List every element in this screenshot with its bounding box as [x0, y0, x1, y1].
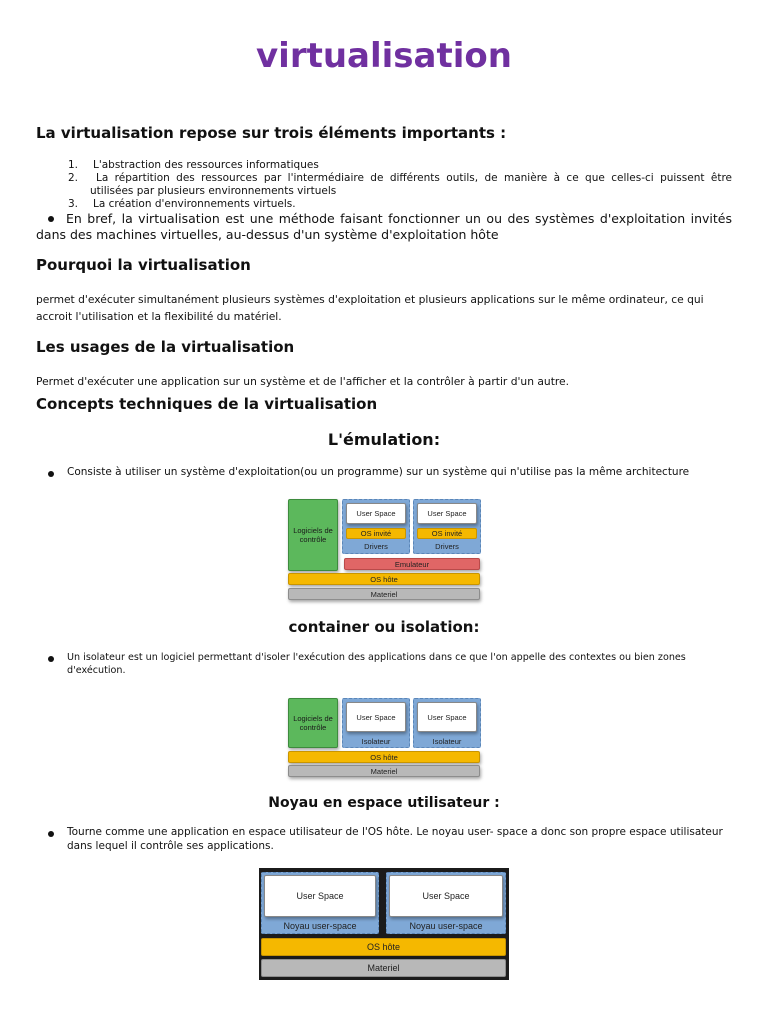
isolator-frame: Isolateur: [342, 698, 410, 748]
noyau-text: Tourne comme une application en espace utilisateur de l'OS hôte. Le noyau user- space a donc son propre espace utilisateur dans lequel il contrôle ses applications.: [67, 826, 723, 852]
hardware-block: Materiel: [288, 765, 480, 777]
usages-text: Permet d'exécuter une application sur un système et de l'afficher et la contrôler à partir d'un autre.: [36, 375, 570, 388]
guest-os-block: OS invité: [417, 528, 477, 539]
list-number: 3.: [68, 198, 79, 210]
host-os-block: OS hôte: [288, 751, 480, 763]
list-item: La répartition des ressources par l'intermédiaire de différents outils, de manière à ce que celles-ci puissent être: [96, 172, 732, 184]
summary-text: En bref, la virtualisation est une méthode faisant fonctionner un ou des systèmes d'exploitation invités dans des machines virtuelles, au-dessus d'un système d'exploitation hôte: [36, 211, 732, 242]
container-heading: container ou isolation:: [288, 618, 480, 636]
bullet-icon: [48, 831, 54, 837]
list-item: L'abstraction des ressources informatiques: [93, 159, 319, 171]
list-item: La création d'environnements virtuels.: [93, 198, 296, 210]
usages-heading: Les usages de la virtualisation: [36, 338, 295, 356]
host-os-block: OS hôte: [261, 938, 506, 956]
isolator-frame: Isolateur: [413, 698, 481, 748]
pourquoi-heading: Pourquoi la virtualisation: [36, 256, 251, 274]
hardware-block: Materiel: [261, 959, 506, 977]
emulation-text: Consiste à utiliser un système d'exploitation(ou un programme) sur un système qui n'utilise pas la même architecture: [67, 466, 690, 478]
drivers-label: Drivers: [364, 542, 388, 551]
list-number: 1.: [68, 159, 79, 171]
host-os-block: OS hôte: [288, 573, 480, 585]
emulation-heading: L'émulation:: [327, 430, 441, 449]
user-space-block: User Space: [346, 503, 406, 524]
page-title: virtualisation: [256, 36, 512, 76]
container-text: Un isolateur est un logiciel permettant d'isoler l'exécution des applications dans ce que l'on appelle des contextes ou bien zones d'exécution.: [67, 652, 686, 676]
drivers-label: Drivers: [435, 542, 459, 551]
guest-os-block: OS invité: [346, 528, 406, 539]
hardware-block: Materiel: [288, 588, 480, 600]
pourquoi-text: permet d'exécuter simultanément plusieurs systèmes d'exploitation et plusieurs applications sur le même ordinateur, ce qui accroit l'utilisation et la flexibilité du matériel.: [36, 293, 704, 323]
intro-heading: La virtualisation repose sur trois éléments importants :: [36, 124, 507, 142]
user-space-block: User Space: [417, 503, 477, 524]
noyau-heading: Noyau en espace utilisateur :: [268, 795, 500, 811]
user-space-block: User Space: [264, 875, 376, 917]
control-software-block: Logiciels de contrôle: [288, 698, 338, 748]
noyau-user-space-label: Noyau user-space: [283, 921, 357, 931]
list-number: 2.: [68, 172, 79, 184]
emulator-block: Emulateur: [344, 558, 480, 570]
noyau-user-space-label: Noyau user-space: [409, 921, 483, 931]
user-space-block: User Space: [346, 702, 406, 732]
user-space-block: User Space: [389, 875, 503, 917]
list-item-continued: utilisées par plusieurs environnements virtuels: [90, 185, 337, 197]
user-space-block: User Space: [417, 702, 477, 732]
concepts-heading: Concepts techniques de la virtualisation: [36, 395, 378, 413]
control-software-block: Logiciels de contrôle: [288, 499, 338, 571]
bullet-icon: [48, 471, 54, 477]
bullet-icon: [48, 656, 54, 662]
